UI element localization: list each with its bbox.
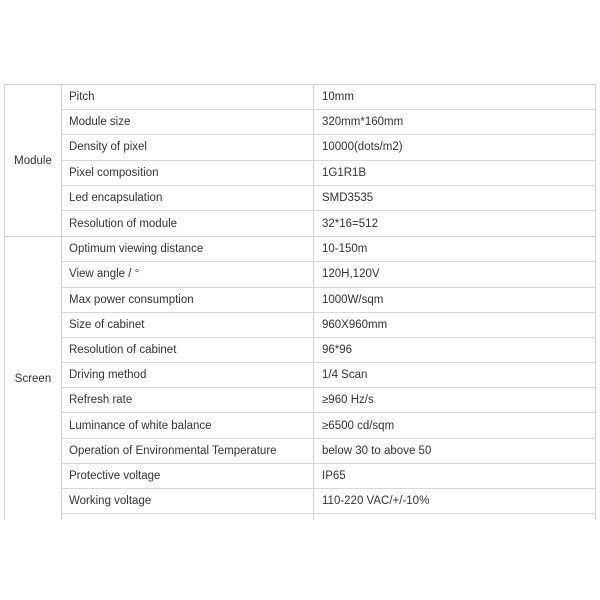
table-row (62, 363, 596, 388)
group-label-screen: Screen (4, 237, 62, 520)
spec-value: 320mm*160mm (314, 110, 596, 134)
spec-value: 1G1R1B (314, 161, 596, 185)
spec-value: SMD3535 (314, 186, 596, 210)
table-row (62, 186, 596, 211)
table-row (62, 161, 596, 186)
spec-name: Density of pixel (62, 135, 314, 159)
spec-name: Luminance of white balance (62, 413, 314, 437)
table-row (62, 237, 596, 262)
spec-name: Working voltage (62, 489, 314, 513)
spec-value: 960X960mm (314, 313, 596, 337)
spec-name: Size of cabinet (62, 313, 314, 337)
table-row-cut-off (62, 514, 596, 520)
spec-name: Resolution of cabinet (62, 338, 314, 362)
spec-name: Pitch (62, 85, 314, 109)
spec-name: Optimum viewing distance (62, 237, 314, 261)
table-row (62, 338, 596, 363)
spec-value: ≥960 Hz/s (314, 388, 596, 412)
table-row (62, 85, 596, 110)
table-row (62, 135, 596, 160)
table-row (62, 439, 596, 464)
spec-value: 10-150m (314, 237, 596, 261)
spec-name: Protective voltage (62, 464, 314, 488)
spec-value: 110-220 VAC/+/-10% (314, 489, 596, 513)
spec-value: ≥6500 cd/sqm (314, 413, 596, 437)
spec-name: Refresh rate (62, 388, 314, 412)
spec-value: below 30 to above 50 (314, 439, 596, 463)
spec-value: 96*96 (314, 338, 596, 362)
group-label-module: Module (4, 85, 62, 236)
spec-name: Driving method (62, 363, 314, 387)
table-row (62, 413, 596, 438)
spec-name: Operation of Environmental Temperature (62, 439, 314, 463)
table-row (62, 262, 596, 287)
spec-name: Module size (62, 110, 314, 134)
spec-value: 1/4 Scan (314, 363, 596, 387)
module-group (4, 85, 596, 237)
spec-name: View angle / ° (62, 262, 314, 286)
spec-name-empty (62, 514, 314, 520)
spec-value: 32*16=512 (314, 211, 596, 236)
spec-name: Resolution of module (62, 211, 314, 236)
spec-value: 1000W/sqm (314, 288, 596, 312)
spec-name: Led encapsulation (62, 186, 314, 210)
screen-rows (62, 237, 596, 520)
spec-value: 10mm (314, 85, 596, 109)
table-row (62, 211, 596, 236)
table-row (62, 388, 596, 413)
table-row (62, 313, 596, 338)
spec-name: Max power consumption (62, 288, 314, 312)
table-row (62, 110, 596, 135)
spec-value-empty (314, 514, 596, 520)
table-row (62, 288, 596, 313)
screen-group (4, 237, 596, 520)
spec-table (4, 84, 596, 520)
spec-value: 120H,120V (314, 262, 596, 286)
table-row (62, 464, 596, 489)
spec-value: 10000(dots/m2) (314, 135, 596, 159)
spec-value: IP65 (314, 464, 596, 488)
spec-name: Pixel composition (62, 161, 314, 185)
table-row (62, 489, 596, 514)
module-rows (62, 85, 596, 236)
